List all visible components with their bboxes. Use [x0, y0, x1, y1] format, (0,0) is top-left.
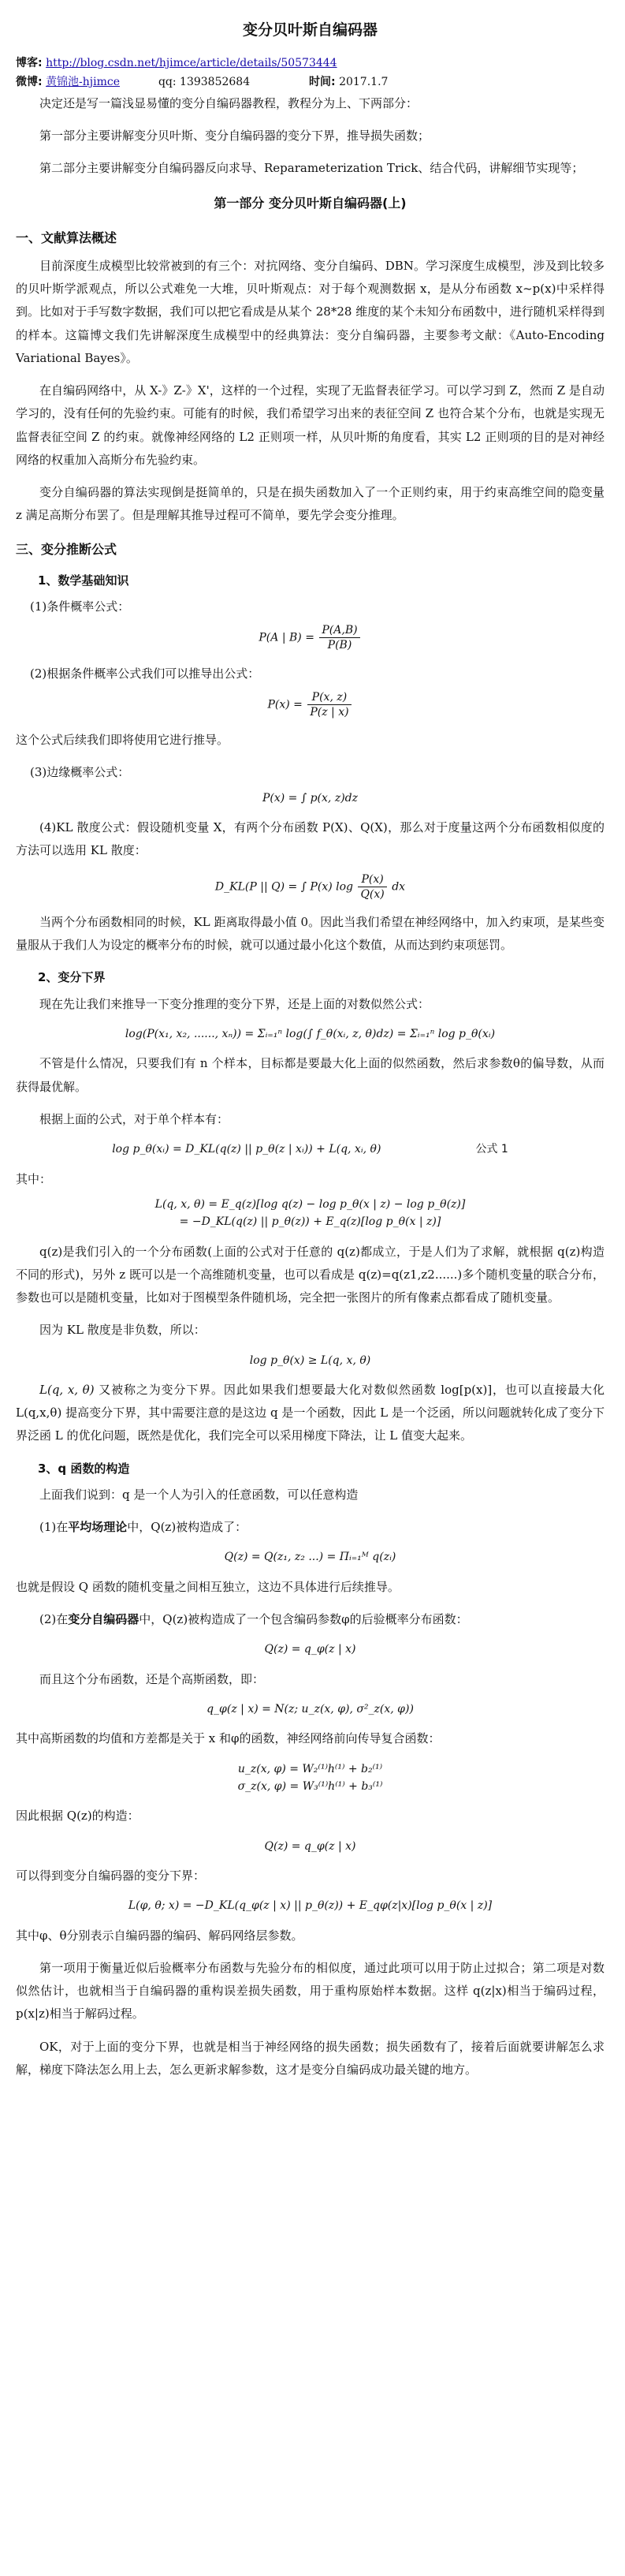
part-title: 第一部分 变分贝叶斯自编码器(上) — [214, 196, 407, 211]
vae-params: 其中φ、θ分别表示自编码器的编码、解码网络层参数。 — [16, 1928, 303, 1943]
s1-p3: 变分自编码器的算法实现倒是挺简单的，只是在损失函数加入了一个正则约束，用于约束高维空间的隐变量 z 满足高斯分布罢了。但是理解其推导过程可不简单，要先学会变分推理。 — [16, 485, 605, 523]
vae-end: OK，对于上面的变分下界，也就是相当于神经网络的损失函数；损失函数有了，接着后面就要讲解怎么求解，梯度下降法怎么用上去，怎么更新求解参数，这才是变分自编码成功最关键的地方。 — [16, 2039, 605, 2077]
kl-nonneg: 因为 KL 散度是非负数，所以： — [39, 1323, 206, 1338]
marginal-label: (3)边缘概率公式： — [30, 765, 130, 780]
bayes-label: (2)根据条件概率公式我们可以推导出公式： — [30, 666, 260, 681]
vae-terms: 第一项用于衡量近似后验概率分布函数与先验分布的相似度，通过此项可以用于防止过拟合；第二项是对数似然估计，也就相当于自编码器的重构误差损失函数，用于重构原始样本数据。这样 q(z|x)相当于编码过程，p(x|z)相当于解码过程。 — [16, 1960, 605, 2022]
mean-field-formula: Q(z) = Q(z₁, z₂ ...) = Πᵢ₌₁ᴹ q(zᵢ) — [224, 1551, 396, 1564]
qphi-formula: Q(z) = q_φ(z | x) — [264, 1643, 356, 1656]
vae-lb-text: 可以得到变分自编码器的变分下界： — [16, 1869, 206, 1883]
mean-field-after: 也就是假设 Q 函数的随机变量之间相互独立，这边不具体进行后续推导。 — [16, 1579, 400, 1594]
s1-p1: 目前深度生成模型比较常被到的有三个：对抗网络、变分自编码、DBN。学习深度生成模型，涉及到比较多的贝叶斯学派观点，所以公式难免一大堆，贝叶斯观点：对于每个观测数据 x，是从分布函数 x~p(x)中采样得到。比如对于手写数字数据，我们可以把它看成是从某个 28*28 维度的某个未知分布函数中，进行随机采样得到的样本。这篇博文我们先讲解深度生成模型中的经典算法：变分自编码器，主要参考文献：《Auto-Encoding Variational Bayes》。 — [16, 258, 605, 365]
mean-field-text: (1)在平均场理论中，Q(z)被构造成了： — [39, 1520, 247, 1535]
math-basics-heading: 1、数学基础知识 — [38, 573, 129, 588]
blog-label: 博客: — [16, 57, 43, 70]
gauss-formula: q_φ(z | x) = N(z; u_z(x, φ), σ²_z(x, φ)) — [206, 1702, 414, 1715]
intro-3: 第二部分主要讲解变分自编码器反向求导、Reparameterization Trick、结合代码，讲解细节实现等； — [39, 161, 584, 176]
blog-line — [16, 54, 605, 73]
qq-label: qq: — [158, 75, 177, 88]
intro-1: 决定还是写一篇浅显易懂的变分自编码器教程，教程分为上、下两部分： — [39, 95, 419, 110]
lower-p1: 现在先让我们来推导一下变分推理的变分下界，还是上面的对数似然公式： — [39, 996, 430, 1011]
vae-text: (2)在变分自编码器中，Q(z)被构造成了一个包含编码参数φ的后验概率分布函数： — [39, 1612, 468, 1627]
kl-after: 当两个分布函数相同的时候，KL 距离取得最小值 0。因此当我们希望在神经网络中，加入约束项，是某些变量服从于我们人为设定的概率分布的时候，就可以通过最小化这个数值，从而达到约束项惩罚。 — [16, 914, 605, 953]
kl-formula: D_KL(P || Q) = ∫ P(x) log $\frac{P(x)}{Q(x)}$ dx — [214, 872, 406, 901]
weibo-name[interactable]: 黄锦池-hjimce — [46, 75, 121, 88]
vae-lower-text: 因此根据 Q(z)的构造： — [16, 1809, 140, 1824]
article-title: 变分贝叶斯自编码器 — [242, 21, 378, 39]
loglik-formula: log(P(x₁, x₂, ......, xₙ)) = Σᵢ₌₁ⁿ log(∫ f_θ(xᵢ, z, θ)dz) = Σᵢ₌₁ⁿ log p_θ(xᵢ) — [125, 1027, 496, 1040]
lower-p2: 不管是什么情况，只要我们有 n 个样本，目标都是要最大化上面的似然函数，然后求参数θ的偏导数，从而获得最优解。 — [16, 1056, 605, 1094]
eq-tag: 公式 1 — [475, 1143, 508, 1156]
bayes-formula: P(x) = $\frac{P(x, z)}{P(z | x)}$ — [16, 690, 605, 719]
q-construction-heading: 3、q 函数的构造 — [38, 1461, 130, 1476]
weibo-label: 微博: — [16, 75, 43, 88]
lower-p4: L(q, x, θ) 又被称之为变分下界。因此如果我们想要最大化对数似然函数 log[p(x)]，也可以直接最大化 L(q,x,θ) 提高变分下界，其中需要注意的是这边 q 是一个函数，因此 L 是一个泛函，所以问题就转化成了变分下界泛函 L 的优化问题，既然是优化，我们完全可以采用梯度下降法，让 L 值变大起来。 — [16, 1382, 605, 1443]
single-sample-formula: log p_θ(xᵢ) = D_KL(q(z) || p_θ(z | xᵢ)) + L(q, xᵢ, θ) 公式 1 — [112, 1143, 508, 1156]
qz-paragraph: q(z)是我们引入的一个分布函数(上面的公式对于任意的 q(z)都成立，于是人们为了求解，就根据 q(z)构造不同的形式)，另外 z 既可以是一个高维随机变量，也可以看成是 q(z)=q(z1,z2......)多个随机变量的联合分布，参数也可以是随机变量，比如对于图模型条件随机场，完全把一张图片的所有像素点都看成了随机变量。 — [16, 1244, 605, 1305]
s1-p2: 在自编码网络中，从 X-》Z-》X'，这样的一个过程，实现了无监督表征学习。可以学习到 Z，然而 Z 是自动学习的，没有任何的先验约束。可能有的时候，我们希望学习出来的表征空间 Z 也符合某个分布，也就是实现无监督表征空间 Z 的约束。就像神经网络的 L2 正则项一样，从贝叶斯的角度看，其实 L2 正则项的目的是对神经网络的权重加入高斯分布先验约束。 — [16, 383, 605, 467]
vae-net-text: 其中高斯函数的均值和方差都是关于 x 和φ的函数，神经网络前向传导复合函数： — [16, 1731, 441, 1746]
lower-bound-heading: 2、变分下界 — [38, 970, 106, 985]
author-line — [16, 73, 605, 92]
cond-prob-label: (1)条件概率公式： — [30, 599, 130, 614]
mu-sigma-formula: u_z(x, φ) = W₂⁽¹⁾h⁽¹⁾ + b₂⁽¹⁾ σ_z(x, φ) = W₃⁽¹⁾h⁽¹⁾ + b₃⁽¹⁾ — [237, 1762, 383, 1793]
after-bayes: 这个公式后续我们即将使用它进行推导。 — [16, 733, 229, 748]
section-1-heading: 一、文献算法概述 — [16, 230, 117, 245]
qz-formula: Q(z) = q_φ(z | x) — [264, 1839, 356, 1853]
where-label: 其中： — [16, 1171, 52, 1186]
lower-p3: 根据上面的公式，对于单个样本有： — [39, 1111, 229, 1126]
vae-gauss-text: 而且这个分布函数，还是个高斯函数，即： — [39, 1671, 265, 1686]
lower-bound-def: L(q, x, θ) = E_q(z)[log q(z) − log p_θ(x | z) − log p_θ(z)] = −D_KL(q(z) || p_θ(z)) + E_q(z)[log p_θ(x | z)] — [154, 1197, 466, 1229]
kl-text: (4)KL 散度公式：假设随机变量 X，有两个分布函数 P(X)、Q(X)，那么对于度量这两个分布函数相似度的方法可以选用 KL 散度： — [16, 820, 605, 858]
blog-link[interactable]: http://blog.csdn.net/hjimce/article/details/50573444 — [46, 57, 337, 70]
time-value: 2017.1.7 — [339, 75, 389, 88]
time-label: 时间: — [309, 75, 336, 88]
cond-prob-formula: P(A | B) = $\frac{P(A,B)}{P(B)}$ — [16, 623, 605, 652]
q-intro: 上面我们说到：q 是一个人为引入的任意函数，可以任意构造 — [39, 1487, 359, 1502]
qq-value: 1393852684 — [180, 75, 251, 88]
section-3-heading: 三、变分推断公式 — [16, 541, 117, 557]
inequality-formula: log p_θ(x) ≥ L(q, x, θ) — [249, 1353, 371, 1367]
intro-2: 第一部分主要讲解变分贝叶斯、变分自编码器的变分下界，推导损失函数； — [39, 128, 430, 143]
meta-block — [16, 54, 605, 92]
vae-lower-bound-formula: L(φ, θ; x) = −D_KL(q_φ(z | x) || p_θ(z)) + E_qφ(z|x)[log p_θ(x | z)] — [128, 1899, 493, 1913]
marginal-formula: P(x) = ∫ p(x, z)dz — [262, 791, 358, 805]
